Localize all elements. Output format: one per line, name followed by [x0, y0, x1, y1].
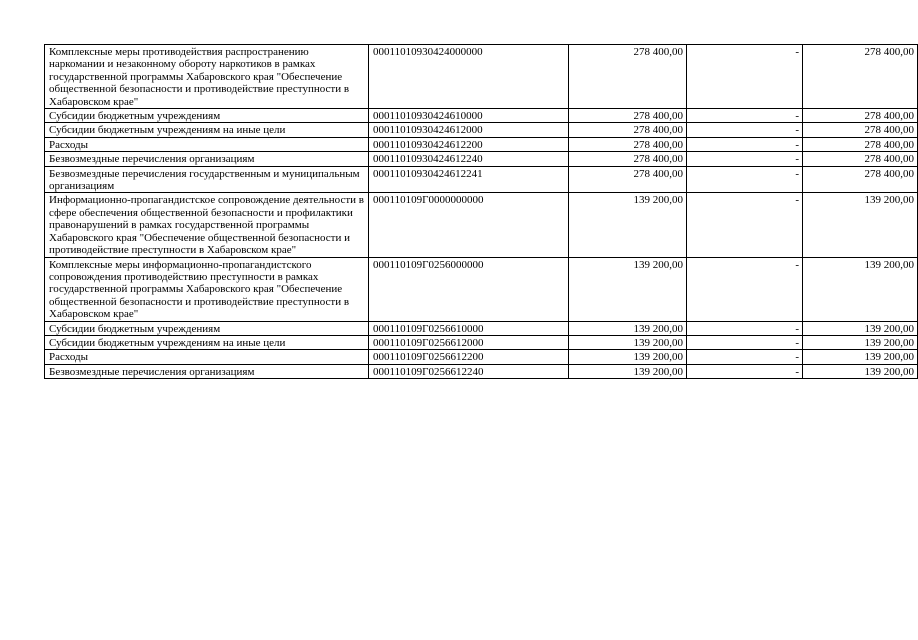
row-code: 00011010930424612241 — [369, 166, 569, 193]
row-change: - — [687, 123, 803, 137]
row-total: 278 400,00 — [803, 152, 918, 166]
row-name: Безвозмездные перечисления организациям — [45, 152, 369, 166]
row-code: 00011010930424612200 — [369, 137, 569, 151]
row-total: 139 200,00 — [803, 193, 918, 257]
row-code: 00011010930424612000 — [369, 123, 569, 137]
table-row — [45, 193, 918, 257]
row-total: 278 400,00 — [803, 137, 918, 151]
row-plan: 278 400,00 — [569, 109, 687, 123]
table-row — [45, 321, 918, 335]
table-row — [45, 166, 918, 193]
row-code: 000110109Г0256612200 — [369, 350, 569, 364]
row-code: 00011010930424610000 — [369, 109, 569, 123]
row-code: 000110109Г0256610000 — [369, 321, 569, 335]
row-plan: 139 200,00 — [569, 321, 687, 335]
row-change: - — [687, 257, 803, 321]
row-change: - — [687, 137, 803, 151]
table-row — [45, 109, 918, 123]
table-row — [45, 137, 918, 151]
row-name: Субсидии бюджетным учреждениям на иные цели — [45, 123, 369, 137]
row-plan: 139 200,00 — [569, 193, 687, 257]
table-row — [45, 123, 918, 137]
row-name: Информационно-пропагандистское сопровождение деятельности в сфере обеспечения общественной безопасности и профилактики правонарушений в рамках государственной программы Хабаровского края "Обеспечение общественной безопасности и противодействие преступности в Хабаровском крае" — [45, 193, 369, 257]
budget-table — [44, 44, 918, 379]
row-total: 139 200,00 — [803, 321, 918, 335]
table-row — [45, 350, 918, 364]
row-name: Субсидии бюджетным учреждениям — [45, 321, 369, 335]
row-plan: 139 200,00 — [569, 364, 687, 378]
row-name: Комплексные меры информационно-пропагандистского сопровождения противодействию преступности в рамках государственной программы Хабаровского края "Обеспечение общественной безопасности и противодействие преступности в Хабаровском крае" — [45, 257, 369, 321]
row-total: 278 400,00 — [803, 109, 918, 123]
row-change: - — [687, 350, 803, 364]
row-plan: 278 400,00 — [569, 123, 687, 137]
row-total: 139 200,00 — [803, 364, 918, 378]
row-name: Расходы — [45, 350, 369, 364]
row-code: 00011010930424000000 — [369, 45, 569, 109]
row-plan: 139 200,00 — [569, 257, 687, 321]
row-plan: 278 400,00 — [569, 152, 687, 166]
row-total: 278 400,00 — [803, 166, 918, 193]
row-change: - — [687, 321, 803, 335]
row-name: Субсидии бюджетным учреждениям — [45, 109, 369, 123]
row-name: Безвозмездные перечисления государственным и муниципальным организациям — [45, 166, 369, 193]
row-change: - — [687, 109, 803, 123]
row-change: - — [687, 335, 803, 349]
row-name: Расходы — [45, 137, 369, 151]
row-plan: 278 400,00 — [569, 166, 687, 193]
table-row — [45, 257, 918, 321]
row-name: Субсидии бюджетным учреждениям на иные цели — [45, 335, 369, 349]
row-plan: 139 200,00 — [569, 350, 687, 364]
row-total: 139 200,00 — [803, 350, 918, 364]
row-change: - — [687, 364, 803, 378]
row-name: Комплексные меры противодействия распространению наркомании и незаконному обороту наркотиков в рамках государственной программы Хабаровского края "Обеспечение общественной безопасности и противодействие преступности в Хабаровском крае" — [45, 45, 369, 109]
row-change: - — [687, 45, 803, 109]
table-row — [45, 152, 918, 166]
row-code: 00011010930424612240 — [369, 152, 569, 166]
row-total: 139 200,00 — [803, 257, 918, 321]
row-plan: 278 400,00 — [569, 45, 687, 109]
row-plan: 278 400,00 — [569, 137, 687, 151]
table-row — [45, 364, 918, 378]
row-plan: 139 200,00 — [569, 335, 687, 349]
row-total: 278 400,00 — [803, 123, 918, 137]
row-change: - — [687, 166, 803, 193]
row-name: Безвозмездные перечисления организациям — [45, 364, 369, 378]
budget-table-body — [45, 45, 918, 379]
table-row — [45, 45, 918, 109]
row-change: - — [687, 193, 803, 257]
row-total: 139 200,00 — [803, 335, 918, 349]
row-code: 000110109Г0000000000 — [369, 193, 569, 257]
table-row — [45, 335, 918, 349]
row-change: - — [687, 152, 803, 166]
row-code: 000110109Г0256612000 — [369, 335, 569, 349]
row-code: 000110109Г0256000000 — [369, 257, 569, 321]
row-total: 278 400,00 — [803, 45, 918, 109]
row-code: 000110109Г0256612240 — [369, 364, 569, 378]
